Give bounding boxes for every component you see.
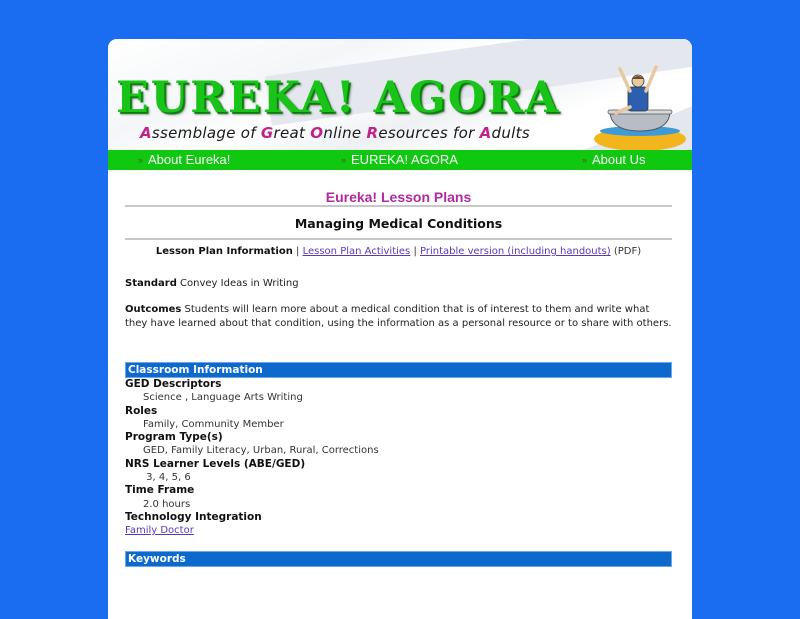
site-logo-title[interactable]: EUREKA! AGORA <box>116 73 561 123</box>
outcomes-label: Outcomes <box>125 304 182 315</box>
ged-descriptors-label: GED Descriptors <box>125 378 222 390</box>
subtitle-initial: R <box>366 124 379 142</box>
keywords-header: Keywords <box>125 551 672 567</box>
subtitle-initial: A <box>140 124 152 142</box>
program-types-label: Program Type(s) <box>125 431 223 444</box>
printable-version-link[interactable]: Printable version (including handouts) <box>420 246 611 257</box>
family-doctor-link[interactable]: Family Doctor <box>125 525 194 537</box>
site-banner <box>108 39 692 150</box>
standard-label: Standard <box>125 278 177 289</box>
outcomes-row <box>125 303 672 331</box>
subnav-separator: | <box>410 246 421 257</box>
nrs-levels-label: NRS Learner Levels (ABE/GED) <box>125 457 306 470</box>
nav-about-eureka[interactable] <box>138 152 230 167</box>
nrs-levels-value: 3, 4, 5, 6 <box>143 472 191 484</box>
section-title: Eureka! Lesson Plans <box>325 189 472 205</box>
outcomes-value: Students will learn more about a medical condition that is of interest to them and write what they have learned about that condition, using the information as a personal resource or to share with others. <box>125 304 672 329</box>
main-nav <box>108 150 692 170</box>
subtitle-initial: G <box>260 124 274 142</box>
ged-descriptors-value: Science , Language Arts Writing <box>143 392 303 404</box>
standard-row <box>125 277 672 291</box>
subtitle-text: reat <box>273 124 311 142</box>
roles-value: Family, Community Member <box>143 418 284 430</box>
double-chevron-icon: » <box>138 155 144 165</box>
technology-integration-label: Technology Integration <box>125 510 262 523</box>
subtitle-initial: O <box>310 124 324 142</box>
technology-integration-value <box>125 524 672 537</box>
standard-value: Convey Ideas in Writing <box>176 278 299 289</box>
archimedes-bathtub-icon <box>588 51 688 150</box>
lesson-subnav <box>125 246 672 257</box>
nav-about-us[interactable] <box>582 152 646 167</box>
pdf-note: (PDF) <box>610 246 642 257</box>
main-content <box>108 189 692 567</box>
time-frame-label: Time Frame <box>125 484 195 497</box>
subtitle-text: esources for <box>378 124 480 142</box>
site-logo-subtitle <box>140 126 530 141</box>
lesson-plan-activities-link[interactable]: Lesson Plan Activities <box>302 246 411 257</box>
page-container <box>108 39 692 619</box>
divider <box>125 205 672 207</box>
nav-label: About Eureka! <box>148 152 231 167</box>
nav-label: EUREKA! AGORA <box>351 152 458 167</box>
time-frame-value: 2.0 hours <box>143 498 191 510</box>
divider <box>125 238 672 240</box>
double-chevron-icon: » <box>582 155 588 165</box>
subnav-current: Lesson Plan Information <box>155 246 293 257</box>
roles-label: Roles <box>125 404 158 417</box>
subtitle-initial: A <box>479 124 492 142</box>
subtitle-text: nline <box>323 124 367 142</box>
nav-label: About Us <box>592 152 646 167</box>
subtitle-text: dults <box>491 124 530 142</box>
program-types-value: GED, Family Literacy, Urban, Rural, Corrections <box>143 445 379 457</box>
nav-eureka-agora[interactable] <box>341 152 458 167</box>
classroom-info-header: Classroom Information <box>125 362 672 378</box>
lesson-title: Managing Medical Conditions <box>294 216 503 231</box>
subnav-separator: | <box>292 246 303 257</box>
subtitle-text: ssemblage of <box>151 124 261 142</box>
double-chevron-icon: » <box>341 155 347 165</box>
